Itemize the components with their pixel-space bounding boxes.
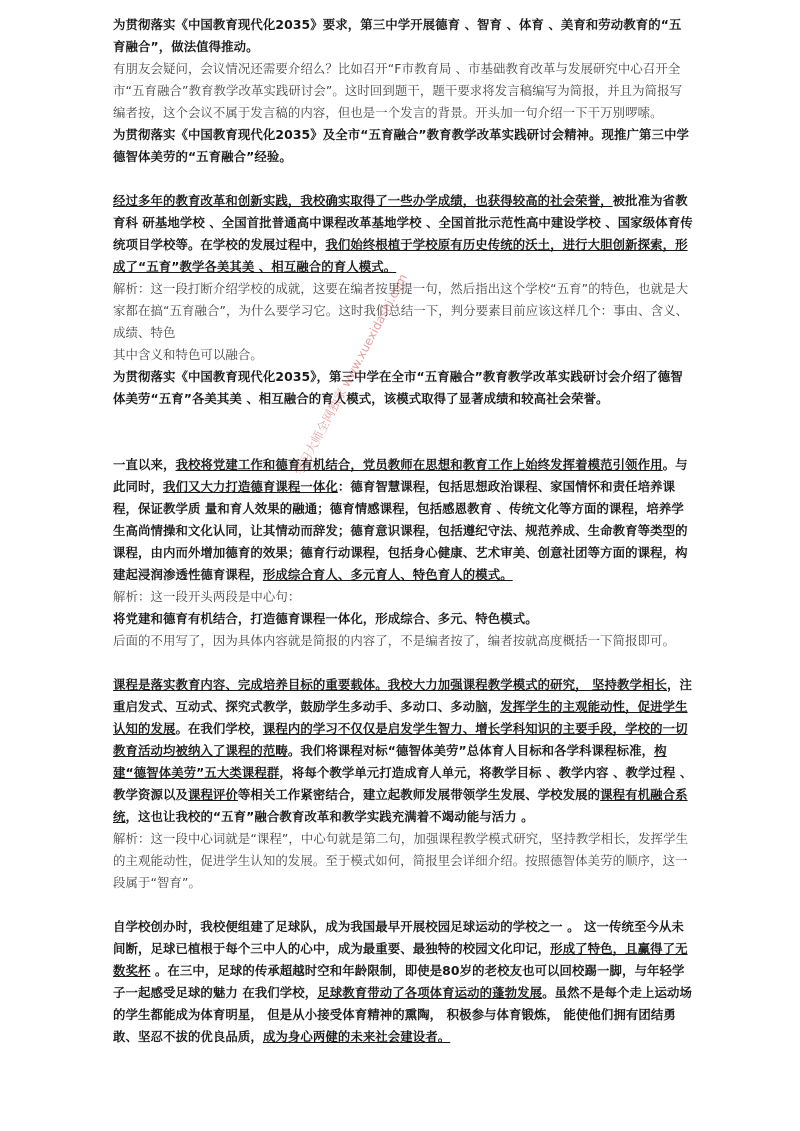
moral-key-sentence: 将党建和德育有机结合，打造德育课程一体化，形成综合、多元、特色模式。 [113,611,538,626]
spacer [113,168,693,190]
curriculum-system: 课程有机融合系统 [113,787,688,824]
moral-model: 形成综合育人、多元育人、特色育人的模式。 [262,567,513,582]
curriculum-scope: 课程内的学习不仅仅是启发学生智力、增长学科知识的主要手段，学校的一切教育活动均被纳入了课程的范畴 [113,721,688,758]
intro-analysis: 有朋友会疑问，会议情况还需要介绍么？比如召开“F市教育局 、市基础教育改革与发展研究中心召开全市“五育融合”教育教学改革实践研讨会”。这时回到题干，题干要求将发言稿编写为简报，并且为简报写编者按，这个会议不属于发言稿的内容，但也是一个发言的背景。开头加一句介绍一下干万别啰嗦。 [113,61,683,120]
curriculum-methods: ，注重启发式、互动式、探究式教学，鼓励学生多动手、多动口、多动脑， [113,677,692,714]
curriculum-standards: 。我们将课程对标“德智体美劳”总体育人目标和各学科课程标准， [287,743,655,758]
achievement-underlined: 经过多年的教育改革和创新实践，我校确实取得了一些办学成绩，也获得较高的社会荣誉， [113,193,613,208]
football-conclusion: 成为身心两健的未来社会建设者。 [262,1029,451,1044]
moral-analysis: 解析：这一段开头两段是中心句： [113,589,301,604]
curriculum-lead: 课程是落实教育内容、完成培养目标的重要载体。 [113,677,388,692]
moral-curriculum: 我们又大力打造德育课程一体化 [162,479,338,494]
curriculum-analysis: 解析：这一段中心词就是“课程”，中心句就是第二句，加强课程教学模式研究，坚持教学相长，发挥学生的主观能动性，促进学生认知的发展。至于模式如何，简报里会详细介绍。按照德智体美劳的顺序，这一段属于“智育”。 [113,831,689,890]
moral-transition: 。与此同时， [113,457,688,494]
watermark-text: 学习大师全网独家 www.xuexidashi.com [291,271,411,478]
curriculum-paragraph [113,674,693,828]
achievement-summary: 为贯彻落实《中国教育现代化2035》，第三中学在全市“五育融合”教育教学改革实践研讨会介绍了德智体美劳“五育”各美其美 、相互融合的育人模式，该模式取得了显著成绩和较高社会荣誉。 [113,369,683,406]
spacer [113,652,693,674]
moral-lead: 一直以来， [113,457,176,472]
intro-summary: 为贯彻落实《中国教育现代化2035》及全市“五育融合”教育教学改革实践研讨会精神。现推广第三中学德智体美劳的“五育融合”经验。 [113,127,689,164]
football-tradition: 。在三中，足球的传承超越时空和年龄限制，即使是80岁的老校友也可以回校踢一脚，与年轻学子一起感受足球的魅力 在我们学校， [113,963,685,1000]
achievement-analysis-2: 其中含义和特色可以融合。 [113,347,263,362]
curriculum-initiative: 发挥学生的主观能动性，促进学生认知的发展 [113,699,688,736]
curriculum-groups: 构建“德智体美劳”五大类课程群 [113,743,667,780]
football-trophies: 形成了特色，且赢得了无数奖杯 [113,941,688,978]
achievement-analysis: 解析：这一段打断介绍学校的成就，这要在编者按里提一句，然后指出这个学校“五育”的特色，也就是大家都在搞“五育融合”，为什么要学习它。这时我们总结一下，判分要素目前应该这样几个：事由、含义、成绩、特色 [113,281,689,340]
moral-party-building: 我校将党建工作和德育有机结合，党员教师在思想和教育工作上始终发挥着模范引领作用 [175,457,663,472]
moral-education-paragraph [113,454,693,586]
football-values: 。虽然不是每个走上运动场的学生都能成为体育明星， 但是从小接受体育精神的熏陶， 积极参与体育锻炼， 能使他们拥有团结勇敢、坚忍不拔的优良品质， [113,985,692,1044]
curriculum-units: ，将每个教学单元打造成育人单元，将教学目标 、教学内容 、教学过程 、教学资源以及 [113,765,693,802]
document-page [113,14,693,1048]
football-paragraph [113,916,693,1048]
curriculum-transition: 。在我们学校， [175,721,263,736]
curriculum-research: 我校大力加强课程教学模式的研究， 坚持教学相长 [387,677,668,692]
spacer [113,894,693,916]
curriculum-conclusion: ，这也让我校的“五育”融合教育改革和教学实践充满着不竭动能与活力 。 [125,809,534,824]
school-achievements-paragraph [113,190,693,278]
football-history: 自学校创办时，我校便组建了足球队，成为我国最早开展校园足球运动的学校之一 。 这一传统至今从未间断，足球已植根于每个三中人的心中，成为最重要、最独特的校园文化印记， [113,919,684,956]
achievement-model: 我们始终根植于学校原有历史传统的沃土，进行大胆创新探索，形成了“五育”教学各美其美 、相互融合的育人模式。 [113,237,688,274]
curriculum-development: 等相关工作紧密结合，建立起教师发展带领学生发展、学校发展的 [237,787,601,802]
football-impact: 足球教育带动了各项体育运动的蓬勃发展 [317,985,543,1000]
achievement-list: 被批准为省教育科 研基地学校 、全国首批普通高中课程改革基地学校 、全国首批示范性高中建设学校 、国家级体育传统项目学校等。在学校的发展过程中， [113,193,693,252]
moral-analysis-2: 后面的不用写了，因为具体内容就是简报的内容了，不是编者按了，编者按就高度概括一下简报即可。 [113,633,676,648]
moral-details: ：德育智慧课程，包括思想政治课程、家国情怀和责任培养课程，保证教学质 量和育人效果的融通；德育情感课程，包括感恩教育 、传统文化等方面的课程，培养学生高尚情操和文化认同，让其情动而辞发；德育意识课程，包括遵纪守法、规范养成、生命教育等类型的课程，由内而外增加德育的效果；德育行动课程，包括身心健康、艺术审美、创意社团等方面的课程，构建起浸润渗透性德育课程， [113,479,688,582]
intro-requirement: 为贯彻落实《中国教育现代化2035》要求，第三中学开展德育 、智育 、体育 、美育和劳动教育的“五育融合”，做法值得推动。 [113,17,682,54]
curriculum-evaluation: 课程评价 [187,787,238,802]
spacer [113,410,693,454]
